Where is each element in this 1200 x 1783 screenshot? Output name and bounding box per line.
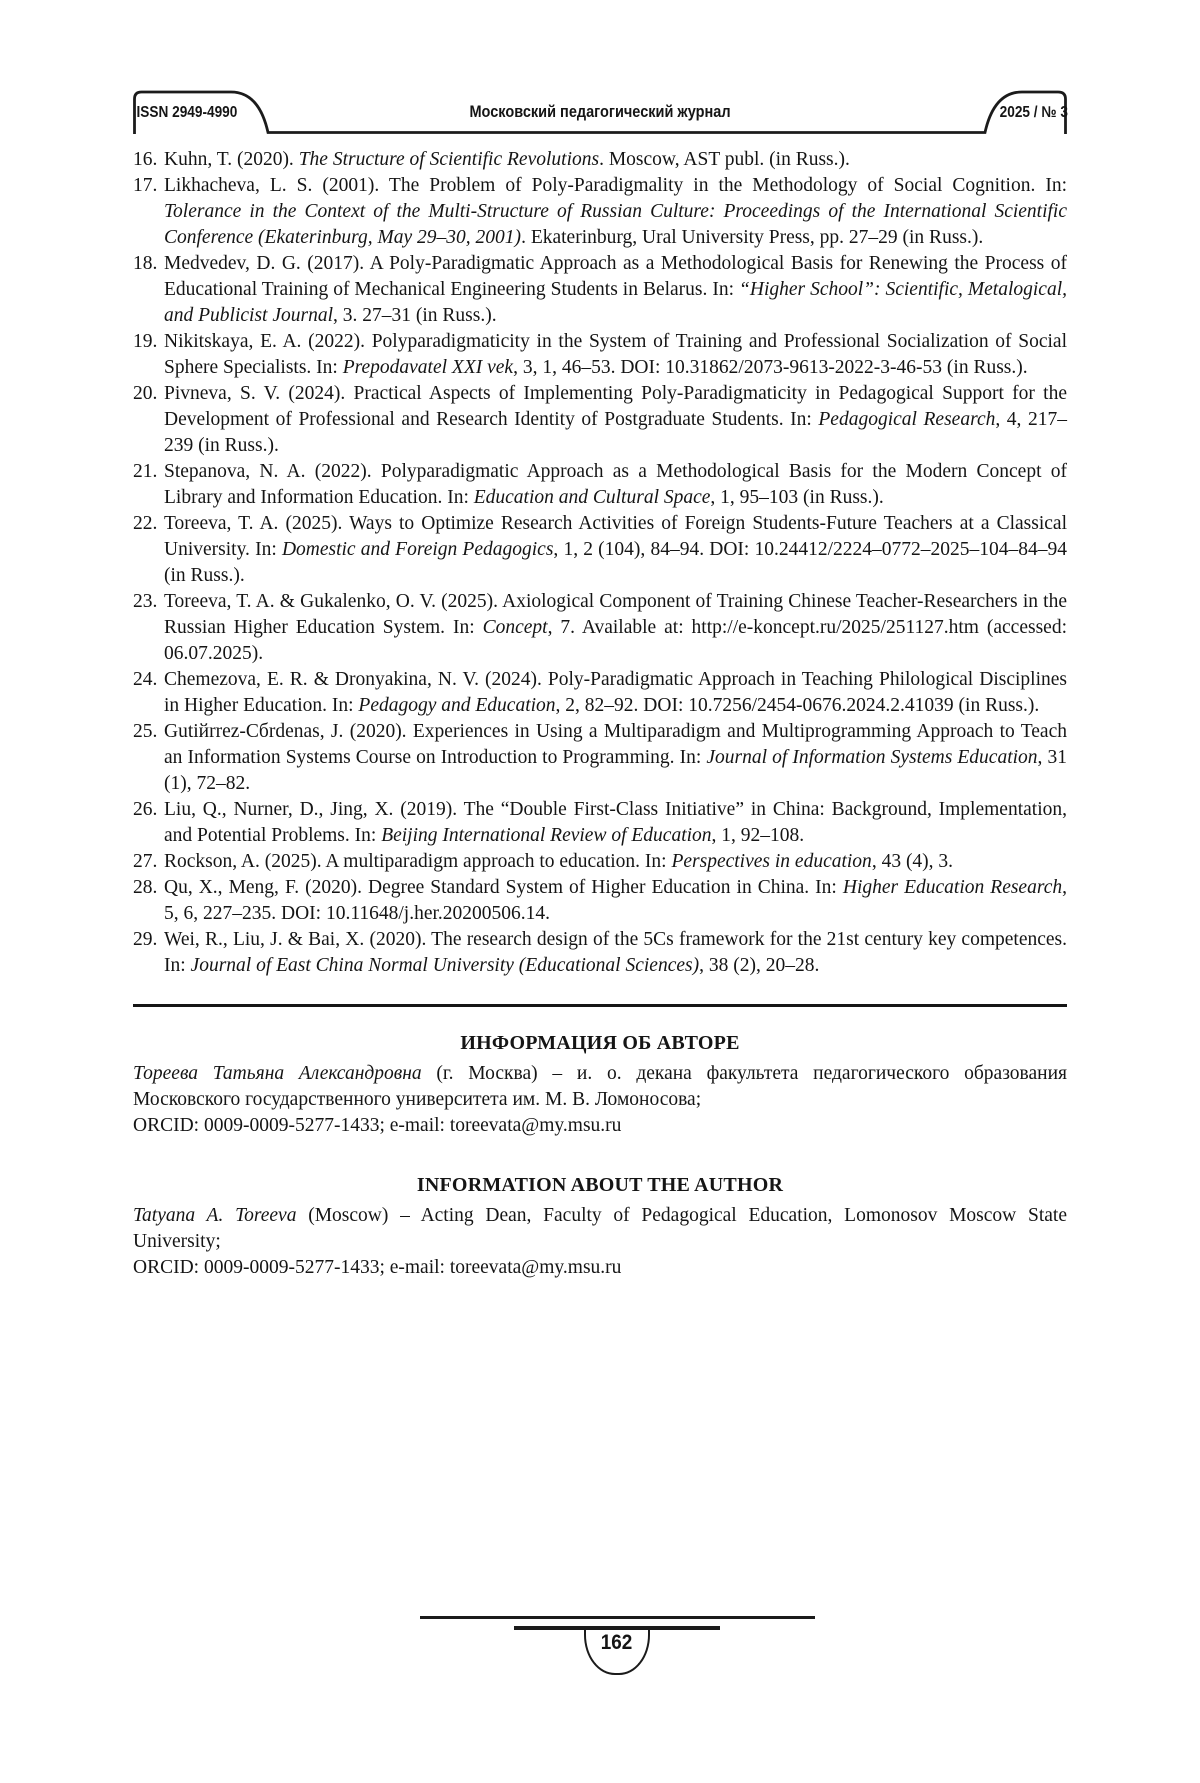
page-number: 162	[601, 1631, 633, 1654]
reference-number: 21.	[133, 461, 158, 482]
author-info-en-bio: Tatyana A. Toreeva (Moscow) – Acting Dean, Faculty of Pedagogical Education, Lomonosov Moscow State University;	[133, 1205, 1067, 1252]
reference-number: 17.	[133, 175, 158, 196]
reference-text: Chemezova, E. R. & Dronyakina, N. V. (2024). Poly-Paradigmatic Approach in Teaching Philological Disciplines in Higher Education. In: Pedagogy and Education, 2, 82–92. DOI: 10.7256/2454-0676.2024.2.41039 (in Russ.).	[164, 669, 1067, 716]
reference-text: Pivneva, S. V. (2024). Practical Aspects of Implementing Poly-Paradigmaticity in Pedagogical Support for the Development of Professional and Research Identity of Postgraduate Students. In: Pedagogical Research, 4, 217–239 (in Russ.).	[164, 383, 1068, 456]
author-info-ru-orcid: ORCID: 0009-0009-5277-1433; e-mail: toreevata@my.msu.ru	[133, 1115, 622, 1136]
reference-number: 22.	[133, 513, 158, 534]
reference-number: 23.	[133, 591, 158, 612]
footer-rule-long	[420, 1616, 815, 1619]
author-info-ru-heading: ИНФОРМАЦИЯ ОБ АВТОРЕ	[460, 1032, 740, 1054]
reference-item	[133, 797, 1067, 849]
reference-item	[133, 875, 1067, 927]
reference-text: Likhacheva, L. S. (2001). The Problem of Poly-Paradigmality in the Methodology of Social Cognition. In: Tolerance in the Context of the Multi-Structure of Russian Culture: Proceedings of the International Scientific Conference (Ekaterinburg, May 29–30, 2001). Ekaterinburg, Ural University Press, pp. 27–29 (in Russ.).	[164, 175, 1067, 248]
reference-item	[133, 589, 1067, 667]
reference-item	[133, 329, 1067, 381]
reference-text: Kuhn, T. (2020). The Structure of Scientific Revolutions. Moscow, AST publ. (in Russ.).	[164, 149, 850, 170]
reference-item	[133, 849, 1067, 875]
reference-text: Wei, R., Liu, J. & Bai, X. (2020). The research design of the 5Cs framework for the 21st century key competences. In: Journal of East China Normal University (Educational Sciences), 38 (2), 20–28.	[164, 929, 1067, 976]
author-info-en-orcid: ORCID: 0009-0009-5277-1433; e-mail: toreevata@my.msu.ru	[133, 1257, 622, 1278]
reference-number: 26.	[133, 799, 158, 820]
page-number-bubble	[584, 1629, 650, 1675]
reference-text: Qu, X., Meng, F. (2020). Degree Standard System of Higher Education in China. In: Higher Education Research, 5, 6, 227–235. DOI: 10.11648/j.her.20200506.14.	[164, 877, 1067, 924]
issue-label: 2025 / № 3	[999, 104, 1068, 121]
journal-header	[133, 88, 1067, 134]
reference-number: 16.	[133, 149, 158, 170]
reference-number: 24.	[133, 669, 158, 690]
issn-label: ISSN 2949-4990	[136, 104, 238, 121]
reference-item	[133, 381, 1067, 459]
reference-text: Nikitskaya, E. A. (2022). Polyparadigmaticity in the System of Training and Professional Socialization of Social Sphere Specialists. In: Prepodavatel XXI vek, 3, 1, 46–53. DOI: 10.31862/2073-9613-2022-3-46-53 (in Russ.).	[164, 331, 1067, 378]
reference-text: Rockson, A. (2025). A multiparadigm approach to education. In: Perspectives in education, 43 (4), 3.	[164, 851, 954, 872]
reference-number: 19.	[133, 331, 158, 352]
reference-item	[133, 667, 1067, 719]
page-content	[133, 134, 1067, 1281]
reference-number: 25.	[133, 721, 158, 742]
reference-text: Toreeva, T. A. & Gukalenko, O. V. (2025). Axiological Component of Training Chinese Teacher-Researchers in the Russian Higher Education System. In: Concept, 7. Available at: http://e-koncept.ru/2025/251127.htm (accessed: 06.07.2025).	[164, 591, 1067, 664]
reference-number: 20.	[133, 383, 158, 404]
reference-item	[133, 511, 1067, 589]
section-divider	[133, 1004, 1067, 1007]
reference-item	[133, 147, 1067, 173]
reference-text: Stepanova, N. A. (2022). Polyparadigmatic Approach as a Methodological Basis for the Modern Concept of Library and Information Education. In: Education and Cultural Space, 1, 95–103 (in Russ.).	[164, 461, 1067, 508]
reference-number: 27.	[133, 851, 158, 872]
author-info-ru-bio: Тореева Татьяна Александровна (г. Москва) – и. о. декана факультета педагогического образования Московского государственного университета им. М. В. Ломоносова;	[133, 1063, 1067, 1110]
reference-text: Gutiйrrez-Cбrdenas, J. (2020). Experiences in Using a Multiparadigm and Multiprogramming Approach to Teach an Information Systems Course on Introduction to Programming. In: Journal of Information Systems Education, 31 (1), 72–82.	[164, 721, 1067, 794]
references-list	[133, 134, 1067, 979]
reference-item	[133, 251, 1067, 329]
reference-item	[133, 459, 1067, 511]
reference-text: Medvedev, D. G. (2017). A Poly-Paradigmatic Approach as a Methodological Basis for Renewing the Process of Educational Training of Mechanical Engineering Students in Belarus. In: “Higher School”: Scientific, Metalogical, and Publicist Journal, 3. 27–31 (in Russ.).	[164, 253, 1067, 326]
reference-number: 29.	[133, 929, 158, 950]
reference-item	[133, 927, 1067, 979]
author-info-en-heading: INFORMATION ABOUT THE AUTHOR	[416, 1174, 784, 1196]
reference-number: 28.	[133, 877, 158, 898]
journal-title: Московский педагогический журнал	[469, 103, 731, 121]
reference-text: Liu, Q., Nurner, D., Jing, X. (2019). The “Double First-Class Initiative” in China: Background, Implementation, and Potential Problems. In: Beijing International Review of Education, 1, 92–108.	[164, 799, 1067, 846]
reference-item	[133, 173, 1067, 251]
reference-number: 18.	[133, 253, 158, 274]
reference-item	[133, 719, 1067, 797]
reference-text: Toreeva, T. A. (2025). Ways to Optimize Research Activities of Foreign Students-Future Teachers at a Classical University. In: Domestic and Foreign Pedagogics, 1, 2 (104), 84–94. DOI: 10.24412/2224–0772–2025–104–84–94 (in Russ.).	[164, 513, 1068, 586]
